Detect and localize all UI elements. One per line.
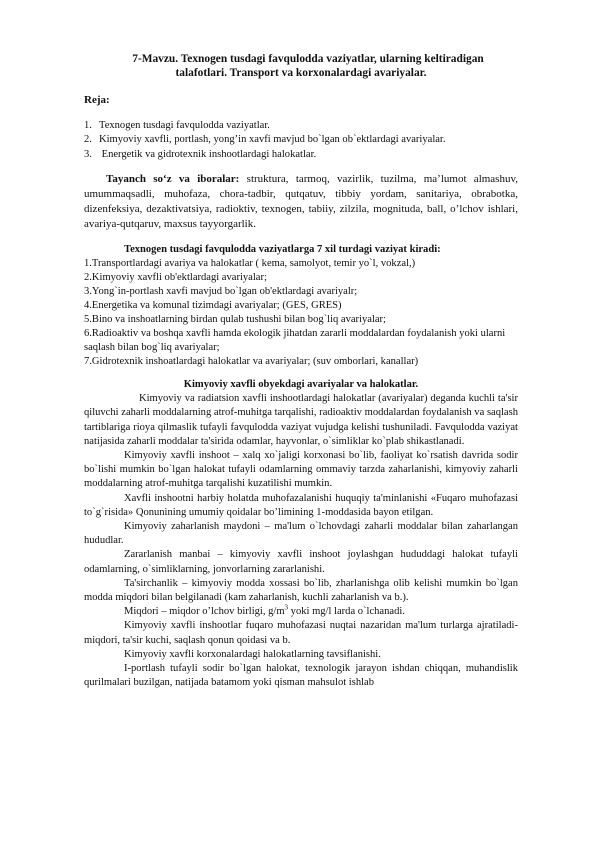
keywords-label: Tayanch so‘z va iboralar:	[106, 173, 240, 186]
plan-item-text: Energetik va gidrotexnik inshootlardagi halokatlar.	[99, 148, 317, 160]
units-superscript: 3	[284, 603, 289, 612]
plan-item-number: 2.	[84, 134, 92, 146]
list-item: 7.Gidrotexnik inshoatlardagi halokatlar va avariyalar; (suv omborlari, kanallar)	[84, 356, 419, 368]
title-line-2: talafotlari. Transport va korxonalardagi avariyalar.	[175, 67, 427, 80]
list-item: 2.Kimyoviy xavfli ob'ektlardagi avariyalar;	[84, 272, 267, 284]
document-title	[84, 52, 518, 81]
paragraph: Kimyoviy xavfli inshoot – xalq xo`jaligi korxonasi bo`lib, faoliyat ko`rsatish davrida sodir bo`lishi mumkin bo`lgan halokat tufayli odamlarning ommaviy tarzda zaharlanishi, kimyoviy zaharli moddalarning atrof-muhitga tarqalishi kuzatilishi mumkin.	[84, 450, 518, 490]
paragraph: Zararlanish manbai – kimyoviy xavfli inshoot joylashgan hududdagi halokat tufayli odamlarning, o`simliklarning, jonvorlarning zararlanishi.	[84, 549, 518, 575]
plan-item-text: Texnogen tusdagi favqulodda vaziyatlar.	[99, 120, 270, 132]
section-technogenic-types	[84, 243, 518, 369]
paragraph: Kimyoviy xavfli korxonalardagi halokatlarning tavsiflanishi.	[124, 648, 381, 660]
section-heading-chemical: Kimyoviy xavfli obyekdagi avariyalar va halokatlar.	[183, 379, 419, 391]
plan-item-number: 3.	[84, 148, 92, 160]
document-page	[84, 52, 518, 691]
list-item: 5.Bino va inshoatlarning birdan qulab tushushi bilan bog`liq avariyalar;	[84, 314, 386, 326]
plan-item	[84, 148, 518, 162]
section-heading: Texnogen tusdagi favqulodda vaziyatlarga 7 xil turdagi vaziyat kiradi:	[124, 244, 441, 256]
plan-item-text: Kimyoviy xavfli, portlash, yong’in xavfi mavjud bo`lgan ob`ektlardagi avariyalar.	[99, 134, 446, 146]
plan-list	[84, 119, 518, 162]
list-item: 4.Energetika va komunal tizimdagi avariyalar; (GES, GRES)	[84, 300, 342, 312]
units-tail: yoki mg/l larda o`lchanadi.	[288, 606, 405, 618]
paragraph: I-portlash tufayli sodir bo`lgan halokat, texnologik jarayon ishdan chiqqan, muhandislik qurilmalari buzilgan, natijada batamom yoki qisman mahsulot ishlab	[84, 663, 518, 689]
paragraph: Kimyoviy zaharlanish maydoni – ma'lum o`lchovdagi zaharli moddalar bilan zaharlangan hududlar.	[84, 521, 518, 547]
title-line-1: 7-Mavzu. Texnogen tusdagi favqulodda vaziyatlar, ularning keltiradigan	[132, 53, 484, 65]
list-item: 3.Yong`in-portlash xavfi mavjud bo`lgan ob'ektlardagi avariyalr;	[84, 286, 358, 298]
plan-item-number: 1.	[84, 120, 92, 132]
plan-item	[84, 133, 518, 147]
paragraph: Ta'sirchanlik – kimyoviy modda xossasi bo`lib, zharlanishga olib kelishi mumkin bo`lgan modda miqdori bilan belgilanadi (kam zaharlanish, kuchli zaharlanish va b.).	[84, 577, 518, 604]
paragraph: Kimyoviy xavfli inshootlar fuqaro muhofazasi nuqtai nazaridan ma'lum turlarga ajratiladi-miqdori, ta'sir kuchi, saqlash qonun qoidasi va b.	[84, 620, 518, 646]
paragraph: Xavfli inshootni harbiy holatda muhofazalanishi huquqiy ta'minlanishi «Fuqaro muhofazasi to`g`risida» Qonunining umumiy qoidalar bo’limining 1-moddasida bayon etilgan.	[84, 492, 518, 518]
plan-label: Reja:	[84, 93, 110, 106]
keywords-paragraph	[84, 172, 518, 232]
units-text: Miqdori – miqdor o’lchov birligi, g/m	[124, 606, 285, 618]
section-chemical-body	[84, 392, 518, 690]
keywords-text: struktura, tarmoq, vazirlik, tuzilma, ma’lumot almashuv, umummaqsadli, muhofaza, chora-tadbir, qutqatuv, tibbiy yordam, sanitariya, obrabotka, dizenfeksiya, dezaktivatsiya, radioktiv, texnogen, tabiiy, zilzila, mognituda, ball, o’lchov ishlari, avariya-qutqaruv, maxsus tayyorgarlik.	[84, 173, 519, 231]
plan-item	[84, 119, 518, 133]
paragraph: Kimyoviy va radiatsion xavfli inshootlardagi halokatlar (avariyalar) deganda kuchli ta'sir qiluvchi zaharli moddalarning atrof-muhitga tarqalishi, radioaktiv moddalardan foydalanish va saqlash tartiblariga rioya qilmaslik tufayli favqulodda vaziyat vujudga kelishi tushuniladi. Favqulodda vaziyat natijasida zaharli moddalar ta'sirida odamlar, hayvonlar, o`simliklar ko`plab shikastlanadi.	[84, 393, 518, 447]
list-item: 1.Transportlardagi avariya va halokatlar ( kema, samolyot, temir yo`l, vokzal,)	[84, 258, 416, 270]
paragraph-units	[84, 605, 518, 619]
list-item: 6.Radioaktiv va boshqa xavfli hamda ekologik jihatdan zararli moddalardan foydalanish yoki ularni saqlash bilan bog`liq avariyalar;	[84, 328, 506, 354]
